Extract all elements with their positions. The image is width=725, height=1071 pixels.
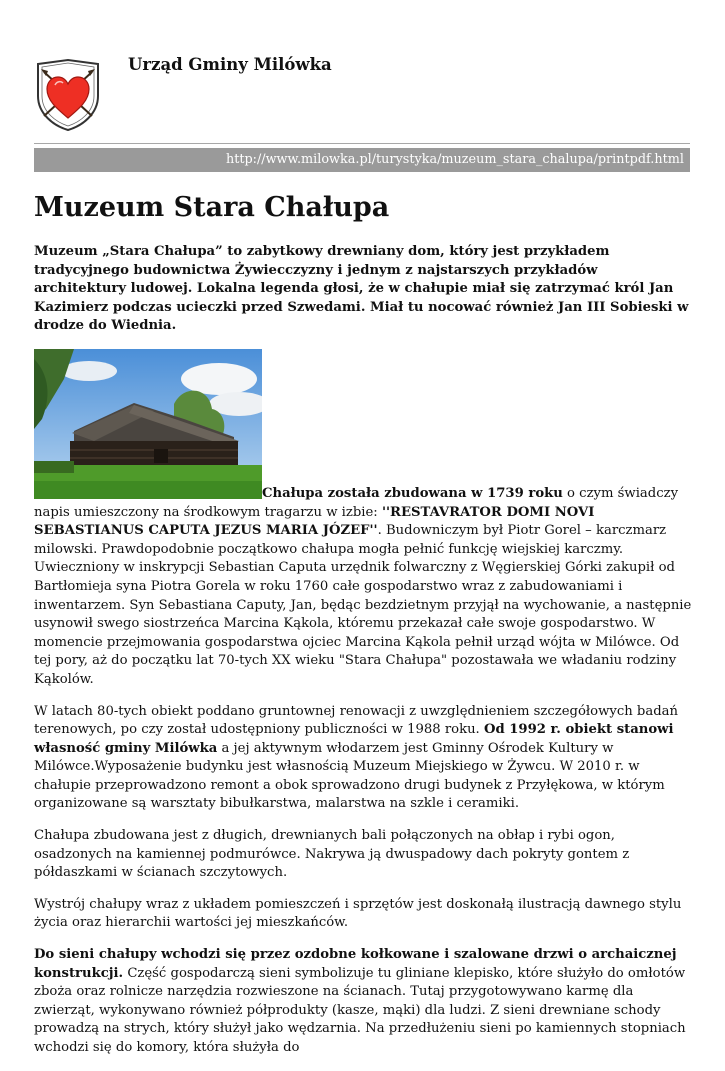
paragraph-construction: Chałupa zbudowana jest z długich, drewnianych bali połączonych na obłap i rybi ogon, osadzonych na kamiennej podmurówce. Nakrywa ją dwuspadowy dach pokryty gontem z półdaszkami w ścianach szczytowych. — [34, 828, 630, 881]
founding-year-text: Chałupa została zbudowana w 1739 roku — [262, 485, 563, 501]
lead-paragraph: Muzeum „Stara Chałupa” to zabytkowy drewniany dom, który jest przykładem tradycyjnego budownictwa Żywiecczyzny i jednym z najstarszych przykładów architektury ludowej. Lokalna legenda głosi, że w chałupie miał się zatrzymać król Jan Kazimierz podczas ucieczki przed Szwedami. Miał tu nocować również Jan III Sobieski w drodze do Wiednia. — [34, 244, 689, 334]
article-body — [34, 243, 692, 1071]
source-url-bar — [34, 148, 690, 172]
paragraph-history: Chałupa została zbudowana w 1739 roku o czym świadczy napis umieszczony na środkowym tragarzu w izbie: ''RESTAVRATOR DOMI NOVI SEBASTIANUS CAPUTA JEZUS MARIA JÓZEF''. Budowniczym był Piotr Gorel – karczmarz milowski. Prawdopodobnie początkowo chałupa mogła pełnić funkcję wiejskiej karczmy. Uwieczniony w inskrypcji Sebastian Caputa urzędnik folwarczny z Węgierskiej Górki zakupił od Bartłomieja syna Piotra Gorela w roku 1760 całe gospodarstwo wraz z zabudowaniami i inwentarzem. Syn Sebastiana Caputy, Jan, będąc bezdzietnym przyjął na wychowanie, a następnie usynowił swego siostrzeńca Marcina Kąkola, któremu przekazał całe swoje gospodarstwo. W momencie przejmowania gospodarstwa ojciec Marcina Kąkola pełnił urząd wójta w Milówce. Od tej pory, aż do początku lat 70-tych XX wieku "Stara Chałupa" pozostawała we władaniu rodziny Kąkolów. — [34, 349, 692, 690]
paragraph-renovation: W latach 80-tych obiekt poddano gruntownej renowacji z uwzględnieniem szczegółowych badań terenowych, po czy został udostępniony publiczności w 1988 roku. Od 1992 r. obiekt stanowi własność gminy Milówka a jej aktywnym włodarzem jest Gminny Ośrodek Kultury w Milówce.Wyposażenie budynku jest własnością Muzeum Miejskiego w Żywcu. W 2010 r. w chałupie przeprowadzono remont a obok sprowadzono drugi budynek z Przyłękowa, w którym organizowane są warsztaty bibułkarstwa, malarstwa na szkle i ceramiki. — [34, 703, 679, 812]
page-title: Muzeum Stara Chałupa — [34, 192, 390, 223]
source-url: http://www.milowka.pl/turystyka/muzeum_stara_chalupa/printpdf.html — [225, 152, 684, 167]
organization-name: Urząd Gminy Milówka — [128, 55, 332, 74]
cottage-photo — [34, 349, 262, 499]
inscription-text: ''RESTAVRATOR DOMI NOVI SEBASTIANUS CAPUTA JEZUS MARIA JÓZEF'' — [34, 504, 595, 539]
paragraph-interior: Wystrój chałupy wraz z układem pomieszczeń i sprzętów jest doskonałą ilustracją dawnego stylu życia oraz hierarchii wartości jej mieszkańców. — [34, 896, 682, 931]
header-divider — [34, 143, 690, 144]
heart-shield-crest-icon — [34, 58, 102, 132]
paragraph-entrance: Do sieni chałupy wchodzi się przez ozdobne kołkowane i szalowane drzwi o archaicznej konstrukcji. Część gospodarczą sieni symbolizuje tu gliniane klepisko, które służyło do omłotów zboża oraz rolnicze narzędzia rozwieszone na ścianach. Tutaj przygotowywano karmę dla zwierząt, wykonywano również półprodukty (kasze, mąki) dla ludzi. Z sieni drewniane schody prowadzą na strych, który służył jako wędzarnia. Na przedłużeniu sieni po kamiennych stopniach wchodzi się do komory, która służyła do — [34, 947, 686, 1055]
